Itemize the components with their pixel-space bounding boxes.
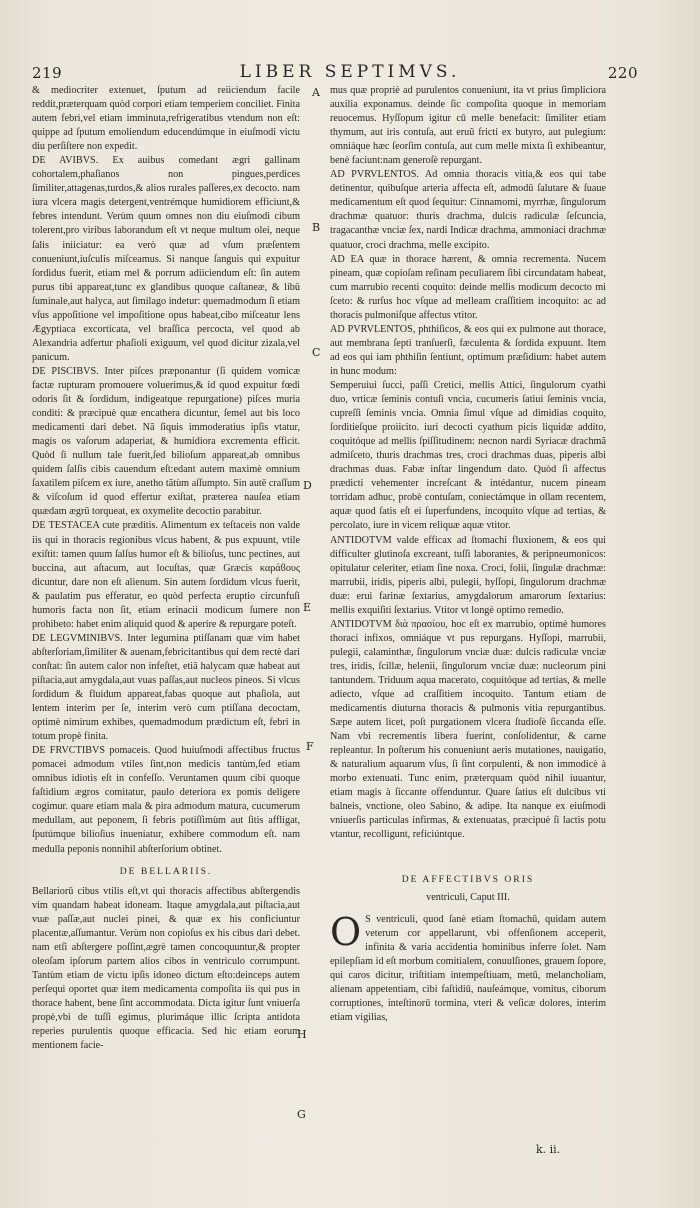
right-column — [330, 84, 606, 1025]
folio-right: 220 — [607, 64, 638, 82]
margin-letter-d: D — [303, 479, 312, 492]
left-paragraph: DE AVIBVS. Ex auibus comedant ægri gallinam cohortalem,phaſianos non pingues,perdices ſimiliter,attagenas,turdos,& alios rurales paſſeres,ex decocto. nam iura vlcera magis detergent,ventrémque humidiorem efficiunt,& febres intendunt. Verùm quum omnes non diu eiuſmodi cibum tolerent,pro viribus laborandum eſt vt neque multum olei, neque ſalis iniiciatur: ea verò quæ ad vſum præſentem conueniunt,iuſculis miſceamus. Si nanque ſanguis qui expuitur ſordidus fuerit, etiam mel & porrum adiiciendum eſt: ſin autem purus tibi appareat,tunc ex glandibus quoque caſtaneæ, & libû ſuminale,aut halyca, aut ſimilago indetur: quemadmodum ſi etiam vſus appoſitione vel impoſitione opus habeat,cibo miſceatur lens Ægyptiaca excorticata, vel braſſica percocta, vel quod ab Alexandria adfertur phaſioli exiguum, vel quod dicitur zizala,vel panicum. — [32, 155, 300, 363]
left-paragraph: DE TESTACEA cute præditis. Alimentum ex teſtaceis non valde iis qui in thoracis regionibus vlcus habent, & pus expuunt, vtile exiſtit: tamen quum ſalſus humor eſt & bilioſus, tunc pectines, aut buccina, aut aſtacum, aut locuſtas, quæ Græcis καράϐους dicuntur, dare non eſt alienum. Sin autem ſordidum vlcus fuerit, & paulatim pus efferatur, eo quòd perfecta eruptio circunfuſi humoris facta non ſit, etiam erinacii modicum ſumere non prohibeto: habet enim aliquid quod & aperire & repurgare poteſt. — [32, 520, 300, 630]
left-paragraph: DE PISCIBVS. Inter piſces præponantur (ſi quidem vomicæ factæ rupturam promouere voluerimus,& id quod expuitur fœdi odoris ſit & ſordidum, indigeatque repurgatione) piſces muria conditi: & præcipuè quæ encathera dicuntur, ſemel aut bis loco medicamenti dari debet. Nã ſiquis immoderatius ipſis vtatur, magis os vaſorum adaperiat, & humidiora excrementa efficit. Quòd ſi nullum tale fuerit,ſed bilioſum appareat,ab omnibus quidem ſalſis cibis cauendum eſt:edant autem maximè omnium ſaxatilem piſcem ex iure, anetho tãtùm aſſumpto. Sin autē craſſum & viſcoſum id quod effertur exiſtat, præterea nauſea etiam quædam ægrũ torqueat, ex oxymelite decoctio parabitur. — [32, 365, 300, 518]
right-paragraph: Semperuiui ſucci, paſſi Cretici, mellis Attici, ſingulorum cyathi duo, vrticæ ſeminis contuſi vncia, cucumeris ſatiui ſeminis vncia, cupreſſi ſeminis vncia. Omnia ſimul vſque ad dimidias coquito, ſorditieſque proiicito. iuri decocti cyathum picis liquidæ addito, coquitóque ad mellis ſpiſſitudinem: necnon nardi Syriacæ drachmã admiſceto, thuris drachmas tres, croci drachmas duas, piperis albi drachmas duas. Fabæ inſtar lingendum dato. Quòd ſi affectus prædicti vehementer increſcant & intédantur, nucem pineam torridam adhuc, probè contuſam, coniectámque in ollam recentem, aquæ quod ſatis eſt ei ſuperfundens, incoquito vſque ad tertias, & percolato, iure in vicem reliquæ aquæ vtitor. — [330, 379, 606, 532]
chapter-heading: DE AFFECTIBVS ORIS — [401, 873, 535, 885]
margin-letter-g: G — [297, 1108, 306, 1121]
left-paragraph: DE LEGVMINIBVS. Inter legumina ptiſſanam quæ vim habet abſterſoriam,ſimiliter & auenam,febricitantibus qui dem rectè dari conſtat: ſin autem calor non infeſtet, etiã halycam quæ habeat aut piſtacia,aut amygdala,aut vuas paſſas,aut nucleos pineos. Si vlcus ſordidum & fluidum appareat,fabas quoque aut phaſiola, aut lentem interim per ſe, interim verò cum ptiſſana decoctam, optimè nimirum exhibes, quemadmodum prædictum eſt, febri in totum propè finita. — [32, 632, 300, 743]
margin-letter-e: E — [303, 601, 312, 614]
margin-letter-b: B — [312, 221, 321, 234]
right-paragraph: ANTIDOTVM διὰ πρασίου, hoc eſt ex marrubio, optimè humores thoraci infixos, omniáque vt pus repurgans. Hyſſopi, marrubii, pulegii, calaminthæ, ſingulorum vnciæ duæ: dulcis radiculæ vnciæ tres, iridis, ſcillæ, helenii, ſingulorum vnciæ duæ: nucleorum pini tantundem. Triduum aqua macerato, coquitóque ad tertias, & melle adiecto, vſque ad craſſitiem incoquito. Tantum etiam de medicamentis diuturna thoracis & pulmonis vitia repurgantibus. Sæpe autem licet, poſt purgationem vlcera ſtudioſè ſiccanda eſſe. Nam vbi recrementis libera fuerint, conſolidentur, & carne repleantur. In poſterum his conueniunt aeris mutationes, nauigatio, & naturalium aquarum vſus, ſi ſint corpulenti, & non immodicè à morbo extenuati. Tunc enim, præterquam quòd nihil iuuantur, etiam magis à ſiccante offenduntur. Quare ſatius eſt dulcibus vti balneis, vnctione, oleo Sabino, & adipe. Ita nanque ex eiuſmodi vniuerſis particulas infirmas, & extenuatas, præcipuè ſi lactis potu vtantur, recolligunt, reficiúntque. — [330, 618, 606, 841]
margin-letter-c: C — [312, 346, 321, 359]
chapter-text: S ventriculi, quod ſanè etiam ſtomachū, quidam autem veterum cor appellarunt, vbi offenſionem acceperit, infinita & varia accidentia hominibus inferre ſolet. Nam epilepſiam id eſt morbum comitialem, conuulſiones, grauem ſopore, qui caros dicitur, triſtitiam intempeſtiuam, metū, melancholiam, alienam appetentiam, cibi faſtidiū, nauſeámque, vomitus, ciborum corruptiones, inteſtinorū tormina, vteri & veſicæ dolores, interim etiam vigilias, — [330, 913, 606, 1023]
right-paragraph: AD PVRVLENTOS, phthiſicos, & eos qui ex pulmone aut thorace, aut membrana ſepti tranſuerſi, fæculenta & ſordida expuunt. Item ad eos qui iam phthiſin ſentiunt, optimum præſidium: habet autem in hunc modum: — [330, 323, 606, 377]
right-paragraph: AD EA quæ in thorace hærent, & omnia recrementa. Nucem pineam, quæ copioſam reſinam peculiarem ſibi circundatam habeat, cum marrubio recenti coquito: deinde mellis modicum decocto mi ſceto: & rurſus hoc vſque ad melleam craſſitiem incoquito: ac ad thoracis pulmoniſque affectus vtitor. — [330, 253, 606, 321]
left-paragraph: Bellariorū cibus vtilis eſt,vt qui thoracis affectibus abſtergendis vim quandam habeat idoneam. Itaque amygdala,aut piſtacia,aut vuæ paſſæ,aut nuclei pinei, & quæ ex his conficiuntur placentæ,aſſumantur. Verùm non copioſus ex his cibus dari debet. nam etſi abſtergere poſſint,ægrè tamen concoquuntur,& propter oleoſam ipſorum partem alios cibos in ventriculo corrumpunt. Tantùm etiam de victu ipſis idoneo dictum eſto:deinceps autem perſequi oportet quæ item medicamenta compoſita iis qui pus in thorace habent, bene ſint accommodata. Dicta igitur ſunt vniuerſa propè,vbi de tuſſi egimus, plurimáque illic ſcripta antidota reperies purulentis quoque efficacia. Sed hic etiam eorum mentionem facie- — [32, 885, 300, 1052]
drop-cap: O — [330, 909, 362, 954]
right-paragraph: AD PVRVLENTOS. Ad omnia thoracis vitia,& eos qui tabe detinentur, quibuſque arteria affecta eſt, admodū ſalutare & ſuaue medicamentum eſt quod ſequitur: Cinnamomi, myrrhæ, ſingulorum drachmæ quatuor: thuris drachma, dulcis radiculæ ſeſcuncia, tragacanthæ vnciæ ſex, nardi Indicæ drachma, ammoniaci drachmæ quatuor, croci drachma, melle excipito. — [330, 169, 606, 251]
section-heading: DE BELLARIIS. — [119, 865, 213, 877]
chapter-paragraph — [330, 909, 606, 1025]
left-column — [32, 84, 300, 1053]
right-paragraph: mus quæ propriè ad purulentos conueniunt, ita vt prius ſimpliciora auxilia exponamus. deinde ſic compoſita quoque in memoriam reuocemus. Hyſſopum igitur cū melle benefacit: ſimiliter etiam thymum, aut iris contuſa, aut eruũ fricti ex butyro, aut pulegium: omniáque hæc ſeorſim contuſa, aut cum melle mixta ſi exhibeantur, benè faciunt:nam generoſè repurgant. — [330, 85, 606, 167]
chapter-subheading: ventriculi, Caput III. — [426, 891, 510, 903]
running-title: LIBER SEPTIMVS. — [239, 62, 461, 82]
margin-letter-h: H — [297, 1028, 307, 1041]
left-paragraph: & mediocriter extenuet, ſputum ad reiiciendum facile reddit,præterquam quòd corpori etiam temperiem conciliet. Finita autem febri,vel etiam imminuta,refrigeratibus vtendum non eſt: quippe ad ſputum emoliendum educendúmque in eiuſmodi victu diu perſiſtere non expedit. — [32, 85, 300, 153]
margin-letter-a: A — [312, 86, 320, 99]
right-paragraph: ANTIDOTVM valde efficax ad ſtomachi fluxionem, & eos qui difficulter glutinoſa excreant, tuſſi laborantes, & peripneumonicos: opitulatur celeriter, etiam ſine noxa. Croci, folii, ſingulæ drachmæ: marrubii, iridis, piperis albi, pulegii, hyſſopi, ſingulorum drachmæ duæ: erui farinæ ſextarius, amygdalorum amarorum ſextarius: mellis exquiſiti ſextarius. Vtitor vt longè optimo remedio. — [330, 534, 606, 616]
left-paragraph: DE FRVCTIBVS pomaceis. Quod huiuſmodi affectibus fructus pomacei admodum vtiles ſint,non medicis tantùm,ſed etiam omnibus idiotis eſt in confeſſo. Veruntamen quum cibi quoque faſtidium ægros comitatur, paulo deteriora ex pomis deligere cogimur. quare etiam mala & pira admodum matura, cucumerum medullam, aut peponem, ſi febris potiſſimùm aut ſitis affligat, ſputúmque bilioſius inueniatur, exhibere commodum eſt. nam medulla peponis nonnihil abſterſorium obtinet. — [32, 745, 300, 855]
signature-mark: k. ii. — [536, 1143, 561, 1156]
margin-letter-f: F — [306, 740, 314, 753]
folio-left: 219 — [32, 64, 63, 82]
